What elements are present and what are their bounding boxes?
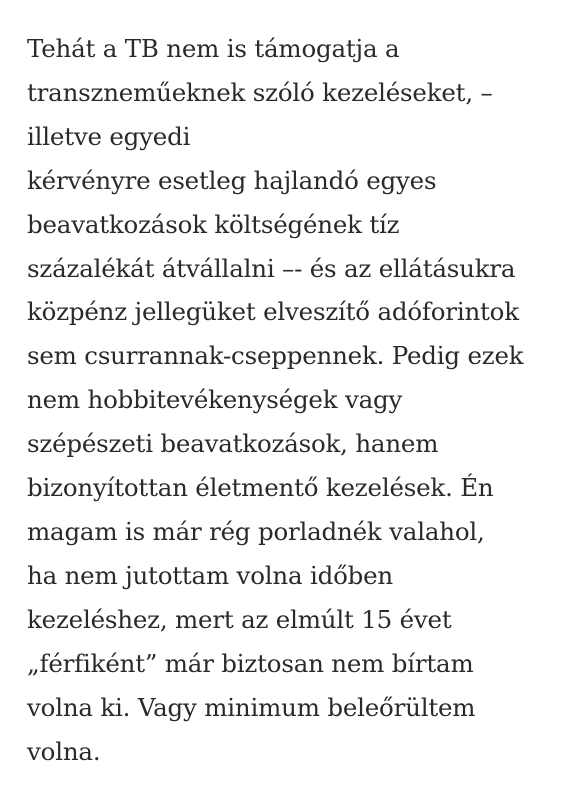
text-line: illetve egyedi <box>27 121 191 151</box>
text-line: közpénz jellegüket elveszítő adóforintok <box>27 297 519 327</box>
text-line: bizonyítottan életmentő kezelések. Én <box>27 473 494 503</box>
text-line: sem csurrannak-cseppennek. Pedig ezek <box>27 341 524 371</box>
text-line: beavatkozások költségének tíz <box>27 209 400 239</box>
text-line: volna ki. Vagy minimum beleőrültem <box>27 692 476 722</box>
text-line: kérvényre esetleg hajlandó egyes <box>27 165 437 195</box>
text-line: Tehát a TB nem is támogatja a <box>27 34 400 63</box>
text-line: magam is már rég porladnék valahol, <box>27 516 485 546</box>
text-line: „férfiként” már biztosan nem bírtam <box>27 648 474 678</box>
text-line: százalékát átvállalni –- és az ellátásukra <box>27 253 516 283</box>
text-line: nem hobbitevékenységek vagy <box>27 385 403 415</box>
text-line: transzneműeknek szóló kezeléseket, – <box>27 77 493 107</box>
article-paragraph <box>27 27 567 773</box>
text-line: ha nem jutottam volna időben <box>27 560 393 590</box>
text-line: volna. <box>27 736 101 766</box>
text-line: szépészeti beavatkozások, hanem <box>27 429 439 459</box>
text-line: kezeléshez, mert az elmúlt 15 évet <box>27 604 452 634</box>
